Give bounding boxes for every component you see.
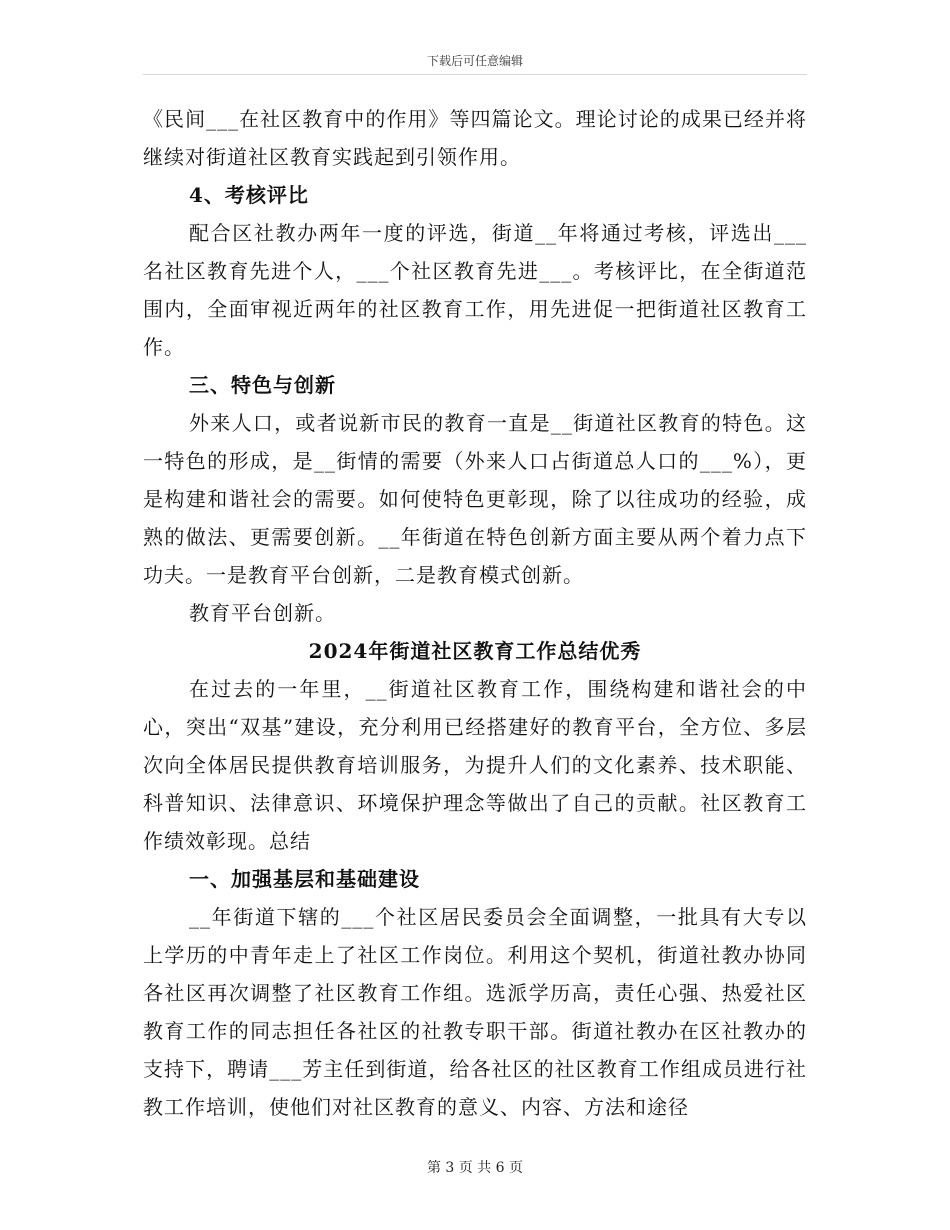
page-header: 下载后可任意编辑 <box>426 54 523 68</box>
paragraph-3: 外来人口，或者说新市民的教育一直是__街道社区教育的特色。这一特色的形成，是__街情的需要（外来人口占街道总人口的___%），更是构建和谐社会的需要。如何使特色更彰现，除了以往成功的经验，成熟的做法、更需要创新。__年街道在特色创新方面主要从两个着力点下功夫。一是教育平台创新，二是教育模式创新。 <box>143 411 807 587</box>
page-footer: 第 3 页 共 6 页 <box>426 1160 524 1176</box>
paragraph-5: 在过去的一年里，__街道社区教育工作，围绕构建和谐社会的中心，突出“双基”建设，充分利用已经搭建好的教育平台，全方位、多层次向全体居民提供教育培训服务，为提升人们的文化素养、技术职能、科普知识、法律意识、环境保护理念等做出了自己的贡献。社区教育工作绩效彰现。总结 <box>143 677 807 853</box>
paragraph-2: 配合区社教办两年一度的评选，街道__年将通过考核，评选出___名社区教育先进个人，___个社区教育先进___。考核评比，在全街道范围内，全面审视近两年的社区教育工作，用先进促一把街道社区教育工作。 <box>143 221 807 359</box>
document-title: 2024年街道社区教育工作总结优秀 <box>308 639 642 663</box>
section-heading-foundation: 一、加强基层和基础建设 <box>189 867 420 891</box>
paragraph-1: 《民间___在社区教育中的作用》等四篇论文。理论讨论的成果已经并将继续对街道社区教育实践起到引领作用。 <box>143 107 807 169</box>
section-heading-assessment: 4、考核评比 <box>189 183 309 207</box>
document-body <box>143 100 807 1126</box>
section-heading-features: 三、特色与创新 <box>189 373 336 397</box>
paragraph-6: __年街道下辖的___个社区居民委员会全面调整，一批具有大专以上学历的中青年走上了社区工作岗位。利用这个契机，街道社教办协同各社区再次调整了社区教育工作组。选派学历高，责任心强、热爱社区教育工作的同志担任各社区的社教专职干部。街道社教办在区社教办的支持下，聘请___芳主任到街道，给各社区的社区教育工作组成员进行社教工作培训，使他们对社区教育的意义、内容、方法和途径 <box>143 905 807 1119</box>
header-divider <box>143 74 807 75</box>
paragraph-4: 教育平台创新。 <box>189 601 336 625</box>
